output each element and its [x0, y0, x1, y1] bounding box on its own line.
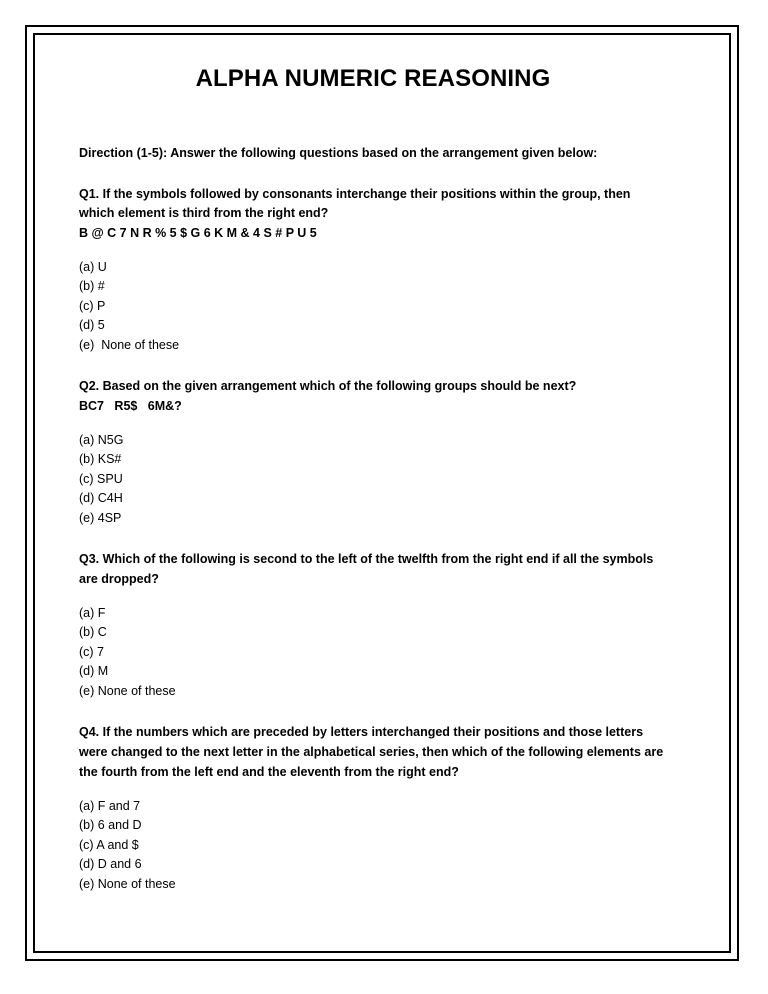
options-list-q2: [79, 431, 667, 529]
options-list-q4: [79, 797, 667, 895]
option-a-q2[interactable]: (a) N5G: [79, 432, 124, 447]
option-c-q4[interactable]: (c) A and $: [79, 837, 139, 852]
document-content: [79, 65, 667, 916]
option-a-q3[interactable]: (a) F: [79, 605, 106, 620]
question-arrangement-q2: BC7 R5$ 6M&?: [79, 399, 182, 414]
option-d-q3[interactable]: (d) M: [79, 664, 109, 679]
option-d-q1[interactable]: (d) 5: [79, 318, 105, 333]
question-arrangement-q1: B @ C 7 N R % 5 $ G 6 K M & 4 S # P U 5: [79, 226, 317, 241]
question-block-q3: [79, 550, 667, 590]
option-d-q4[interactable]: (d) D and 6: [79, 857, 142, 872]
option-d-q2[interactable]: (d) C4H: [79, 491, 123, 506]
option-b-q1[interactable]: (b) #: [79, 279, 105, 294]
option-b-q4[interactable]: (b) 6 and D: [79, 818, 142, 833]
option-a-q1[interactable]: (a) U: [79, 259, 107, 274]
question-block-q2: [79, 377, 667, 417]
option-e-q2[interactable]: (e) 4SP: [79, 510, 122, 525]
option-c-q2[interactable]: (c) SPU: [79, 471, 123, 486]
option-a-q4[interactable]: (a) F and 7: [79, 798, 141, 813]
question-text-q4: Q4. If the numbers which are preceded by letters interchanged their positions and those letters were changed to the next letter in the alphabetical series, then which of the following elements are the fourth from the left end and the eleventh from the right end?: [79, 725, 664, 779]
direction-instruction: Direction (1-5): Answer the following questions based on the arrangement given below:: [79, 145, 598, 160]
question-block-q1: [79, 185, 667, 244]
question-block-q4: [79, 723, 667, 782]
option-e-q4[interactable]: (e) None of these: [79, 876, 176, 891]
option-e-q1[interactable]: (e) None of these: [79, 337, 180, 352]
option-c-q3[interactable]: (c) 7: [79, 644, 104, 659]
page-title: ALPHA NUMERIC REASONING: [195, 65, 551, 92]
option-b-q2[interactable]: (b) KS#: [79, 452, 122, 467]
question-text-q3: Q3. Which of the following is second to the left of the twelfth from the right end if all the symbols are dropped?: [79, 552, 654, 587]
question-text-q2: Q2. Based on the given arrangement which of the following groups should be next?: [79, 379, 577, 394]
option-c-q1[interactable]: (c) P: [79, 298, 106, 313]
option-e-q3[interactable]: (e) None of these: [79, 683, 176, 698]
options-list-q3: [79, 604, 667, 702]
page-border-outer: [25, 25, 739, 961]
options-list-q1: [79, 258, 667, 356]
question-text-q1: Q1. If the symbols followed by consonants interchange their positions within the group, then which element is third from the right end?: [79, 186, 631, 221]
option-b-q3[interactable]: (b) C: [79, 625, 107, 640]
